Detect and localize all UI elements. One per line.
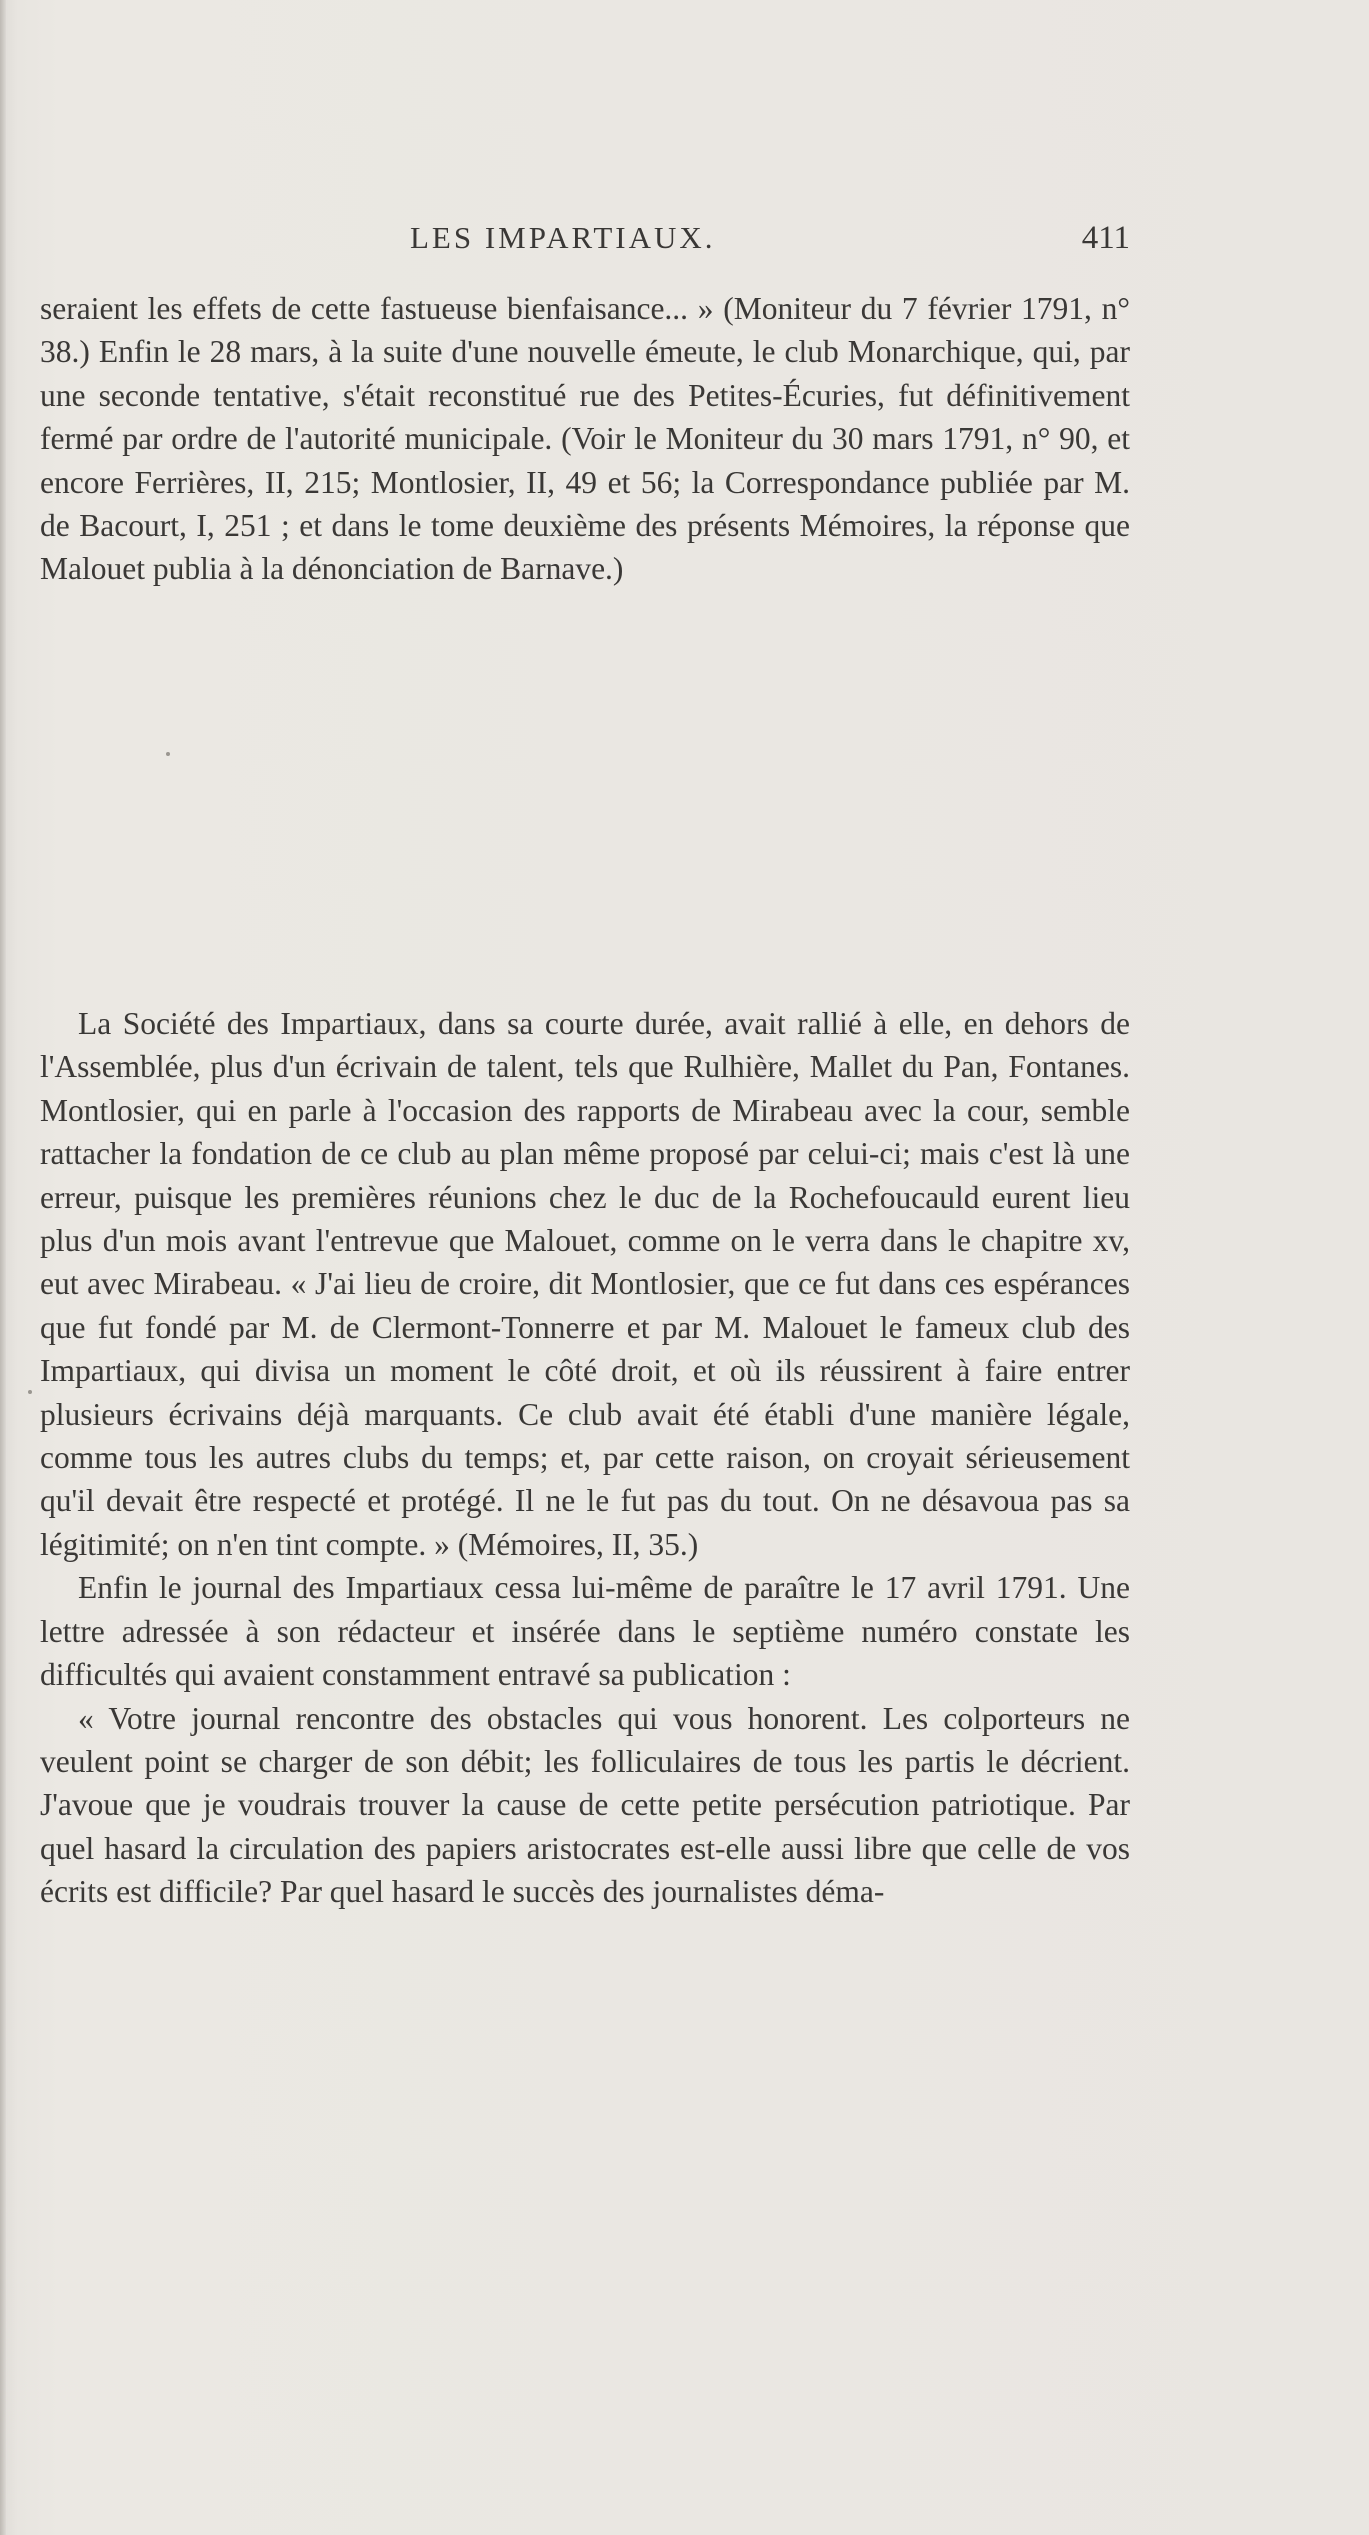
page-number: 411 bbox=[1081, 220, 1130, 256]
speck-mark bbox=[166, 752, 170, 756]
running-title: LES IMPARTIAUX. bbox=[410, 220, 716, 255]
speck-mark bbox=[28, 1390, 32, 1394]
paragraph-letter-quote: « Votre journal rencontre des obstacles qui vous honorent. Les colporteurs ne veulent point se charger de son débit; les folliculaires de tous les partis le décrient. J'avoue que je voudrais trouver la cause de cette petite persécution patriotique. Par quel hasard la circulation des papiers aristocrates est-elle aussi libre que celle de vos écrits est difficile? Par quel hasard le succès des journalistes déma- bbox=[40, 1700, 1130, 1910]
text-block-main bbox=[40, 1002, 1130, 1914]
binding-edge bbox=[0, 0, 6, 2535]
paragraph-journal: Enfin le journal des Impartiaux cessa lui-même de paraître le 17 avril 1791. Une lettre adressée à son rédacteur et insérée dans le septième numéro constate les difficultés qui avaient constamment entravé sa publication : bbox=[40, 1570, 1130, 1693]
text-block-top bbox=[40, 287, 1130, 591]
paragraph-impartiaux: La Société des Impartiaux, dans sa courte durée, avait rallié à elle, en dehors de l'Assemblée, plus d'un écrivain de talent, tels que Rulhière, Mallet du Pan, Fontanes. Montlosier, qui en parle à l'occasion des rapports de Mirabeau avec la cour, semble rattacher la fondation de ce club au plan même proposé par celui-ci; mais c'est là une erreur, puisque les premières réunions chez le duc de la Rochefoucauld eurent lieu plus d'un mois avant l'entrevue que Malouet, comme on le verra dans le chapitre xv, eut avec Mirabeau. « J'ai lieu de croire, dit Montlosier, que ce fut dans ces espérances que fut fondé par M. de Clermont-Tonnerre et par M. Malouet le fameux club des Impartiaux, qui divisa un moment le côté droit, et où ils réussirent à faire entrer plusieurs écrivains déjà marquants. Ce club avait été établi d'une manière légale, comme tous les autres clubs du temps; et, par cette raison, on croyait sérieusement qu'il devait être respecté et protégé. Il ne le fut pas du tout. On ne désavoua pas sa légitimité; on n'en tint compte. » (Mémoires, II, 35.) bbox=[40, 1006, 1130, 1562]
running-head bbox=[40, 218, 1130, 258]
paragraph-footnote-continuation: seraient les effets de cette fastueuse bienfaisance... » (Moniteur du 7 février 1791, n° 38.) Enfin le 28 mars, à la suite d'une nouvelle émeute, le club Monarchique, qui, par une seconde tentative, s'était reconstitué rue des Petites-Écuries, fut définitivement fermé par ordre de l'autorité municipale. (Voir le Moniteur du 30 mars 1791, n° 90, et encore Ferrières, II, 215; Montlosier, II, 49 et 56; la Correspondance publiée par M. de Bacourt, I, 251 ; et dans le tome deuxième des présents Mémoires, la réponse que Malouet publia à la dénonciation de Barnave.) bbox=[40, 291, 1130, 587]
